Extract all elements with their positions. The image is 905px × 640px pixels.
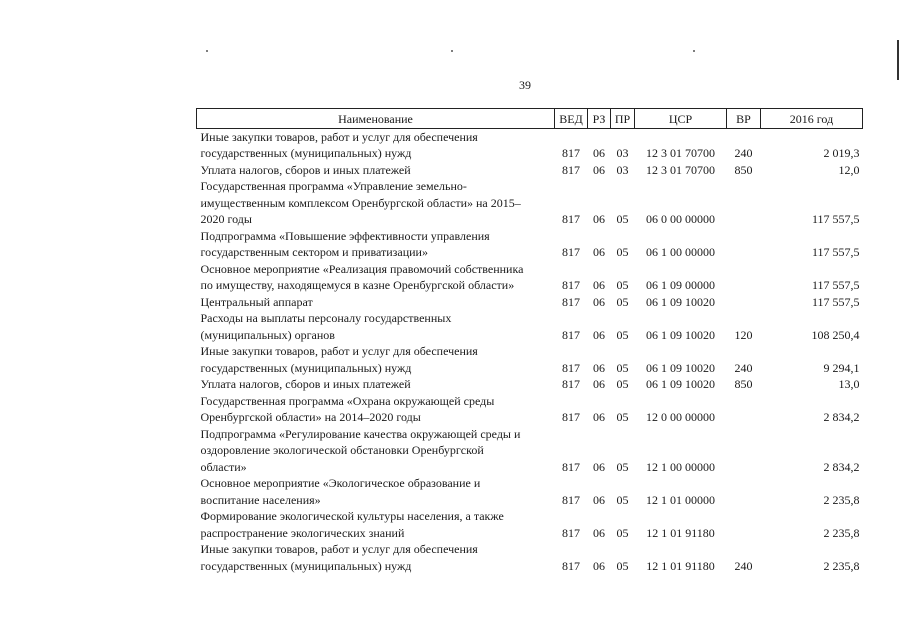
scan-edge-mark [897,40,899,80]
header-ved: ВЕД [555,109,588,129]
row-name-line: Центральный аппарат [200,294,313,309]
row-sum: 9 294,1 [823,360,860,375]
row-name-line: Государственная программа «Охрана окружающей среды [200,393,495,408]
row-name [197,376,555,393]
row-vr [727,294,761,311]
scan-artifact-dot [206,50,208,52]
row-csr: 12 3 01 70700 [646,162,715,177]
row-pr: 05 [616,294,629,309]
row-pr: 03 [616,146,629,160]
row-ved: 817 [562,525,580,540]
row-ved: 817 [562,294,580,309]
row-ved: 817 [562,212,580,226]
row-ved: 817 [562,459,580,474]
row-csr: 06 1 00 00000 [646,245,715,259]
row-csr: 06 1 09 10020 [646,377,715,391]
table-row [197,541,863,574]
row-name-line: Иные закупки товаров, работ и услуг для обеспечения [200,344,478,358]
row-name-line: имущественным комплексом Оренбургской области» на 2015– [200,195,521,210]
row-vr [727,178,761,228]
row-rz: 06 [593,492,605,507]
row-csr: 06 1 09 10020 [646,294,715,309]
row-name [197,261,555,294]
row-name [197,178,555,228]
row-sum: 108 250,4 [811,327,860,342]
row-name-line: (муниципальных) органов [200,327,335,342]
row-vr: 850 [734,162,753,177]
row-rz: 06 [593,294,605,309]
row-ved: 817 [562,245,580,259]
row-ved: 817 [562,278,580,292]
row-ved: 817 [562,162,580,177]
row-sum: 2 019,3 [823,146,860,160]
row-sum: 117 557,5 [811,294,860,309]
row-vr: 240 [734,558,753,573]
table-row [197,343,863,376]
row-vr [727,508,761,541]
row-name-line: Уплата налогов, сборов и иных платежей [200,377,411,391]
header-sum: 2016 год [761,109,863,129]
row-ved: 817 [562,558,580,573]
row-name [197,162,555,179]
row-sum: 117 557,5 [811,245,860,259]
row-csr: 06 1 09 00000 [646,278,715,292]
row-csr: 12 1 01 91180 [646,525,715,540]
table-row [197,228,863,261]
row-name-line: Иные закупки товаров, работ и услуг для обеспечения [200,542,478,556]
row-name-line: Уплата налогов, сборов и иных платежей [200,162,411,177]
row-name-line: Основное мероприятие «Экологическое образование и [200,476,481,490]
row-pr: 05 [616,459,629,474]
row-pr: 05 [616,212,629,226]
row-sum: 2 235,8 [823,558,860,573]
row-sum: 2 834,2 [823,410,860,424]
row-rz: 06 [593,212,605,226]
row-sum: 2 235,8 [823,525,860,540]
table-row [197,475,863,508]
row-ved: 817 [562,327,580,342]
row-rz: 06 [593,360,605,375]
row-vr: 850 [734,377,753,391]
row-name-line: государственных (муниципальных) нужд [200,146,412,160]
row-vr [727,228,761,261]
table-row [197,178,863,228]
row-sum: 117 557,5 [811,278,860,292]
row-name-line: государственных (муниципальных) нужд [200,558,412,573]
row-rz: 06 [593,245,605,259]
row-csr: 12 1 00 00000 [646,459,715,474]
row-pr: 05 [616,278,629,292]
row-csr: 06 1 09 10020 [646,327,715,342]
row-sum: 12,0 [838,162,860,177]
row-pr: 05 [616,327,629,342]
row-pr: 05 [616,558,629,573]
row-name-line: Основное мероприятие «Реализация правомочий собственника [200,261,524,276]
row-csr: 12 3 01 70700 [646,146,715,160]
header-vr: ВР [727,109,761,129]
row-ved: 817 [562,492,580,507]
row-name [197,228,555,261]
row-name [197,426,555,476]
row-pr: 05 [616,492,629,507]
row-vr [727,475,761,508]
row-csr: 12 0 00 00000 [646,410,715,424]
row-rz: 06 [593,377,605,391]
row-name [197,393,555,426]
row-name [197,475,555,508]
row-sum: 2 235,8 [823,492,860,507]
row-name [197,541,555,574]
row-pr: 05 [616,410,629,424]
row-pr: 05 [616,360,629,375]
header-name: Наименование [197,109,555,129]
table-row [197,261,863,294]
row-rz: 06 [593,558,605,573]
table-body [197,128,863,574]
row-sum: 13,0 [838,377,860,391]
row-name-line: Подпрограмма «Повышение эффективности управления [200,228,490,243]
table-row [197,426,863,476]
row-rz: 06 [593,525,605,540]
row-name [197,508,555,541]
row-rz: 06 [593,278,605,292]
row-name-line: 2020 годы [200,212,252,226]
header-csr: ЦСР [635,109,727,129]
row-name-line: оздоровление экологической обстановки Оренбургской [200,443,484,457]
table-row [197,162,863,179]
row-name-line: Государственная программа «Управление земельно- [200,179,467,193]
row-name-line: Подпрограмма «Регулирование качества окружающей среды и [200,426,521,441]
row-name-line: Оренбургской области» на 2014–2020 годы [200,410,421,424]
row-name [197,343,555,376]
row-pr: 05 [616,525,629,540]
row-rz: 06 [593,327,605,342]
row-name [197,310,555,343]
row-csr: 06 0 00 00000 [646,212,715,226]
row-ved: 817 [562,146,580,160]
row-vr [727,393,761,426]
row-name-line: распространение экологических знаний [200,525,405,540]
row-ved: 817 [562,360,580,375]
table-row [197,376,863,393]
header-pr: ПР [611,109,635,129]
row-sum: 117 557,5 [811,212,860,226]
row-name-line: Формирование экологической культуры населения, а также [200,509,504,523]
row-name [197,128,555,162]
row-name [197,294,555,311]
row-name-line: государственным сектором и приватизации» [200,245,428,259]
row-name-line: государственных (муниципальных) нужд [200,360,412,375]
row-rz: 06 [593,459,605,474]
row-pr: 05 [616,377,629,391]
row-vr [727,426,761,476]
row-pr: 05 [616,245,629,259]
table-row [197,310,863,343]
row-csr: 06 1 09 10020 [646,360,715,375]
scan-artifact-dot [693,50,695,52]
row-rz: 06 [593,410,605,424]
row-name-line: области» [200,459,247,474]
budget-table [196,108,863,574]
table-row [197,393,863,426]
table-row [197,508,863,541]
row-vr: 240 [734,146,753,160]
page-number: 39 [519,78,531,92]
row-ved: 817 [562,377,580,391]
row-rz: 06 [593,146,605,160]
row-name-line: по имуществу, находящемуся в казне Оренбургской области» [200,278,515,292]
row-name-line: Иные закупки товаров, работ и услуг для обеспечения [200,129,478,144]
row-vr [727,261,761,294]
table-row [197,128,863,162]
row-pr: 03 [616,162,629,177]
row-name-line: воспитание населения» [200,492,321,507]
row-csr: 12 1 01 00000 [646,492,715,507]
row-sum: 2 834,2 [823,459,860,474]
scan-artifact-dot [451,50,453,52]
row-vr: 240 [734,360,753,375]
row-ved: 817 [562,410,580,424]
row-rz: 06 [593,162,605,177]
table-row [197,294,863,311]
row-csr: 12 1 01 91180 [646,558,715,573]
row-name-line: Расходы на выплаты персоналу государственных [200,311,452,325]
header-rz: РЗ [588,109,611,129]
table-header-row [197,109,863,129]
row-vr: 120 [734,327,753,342]
